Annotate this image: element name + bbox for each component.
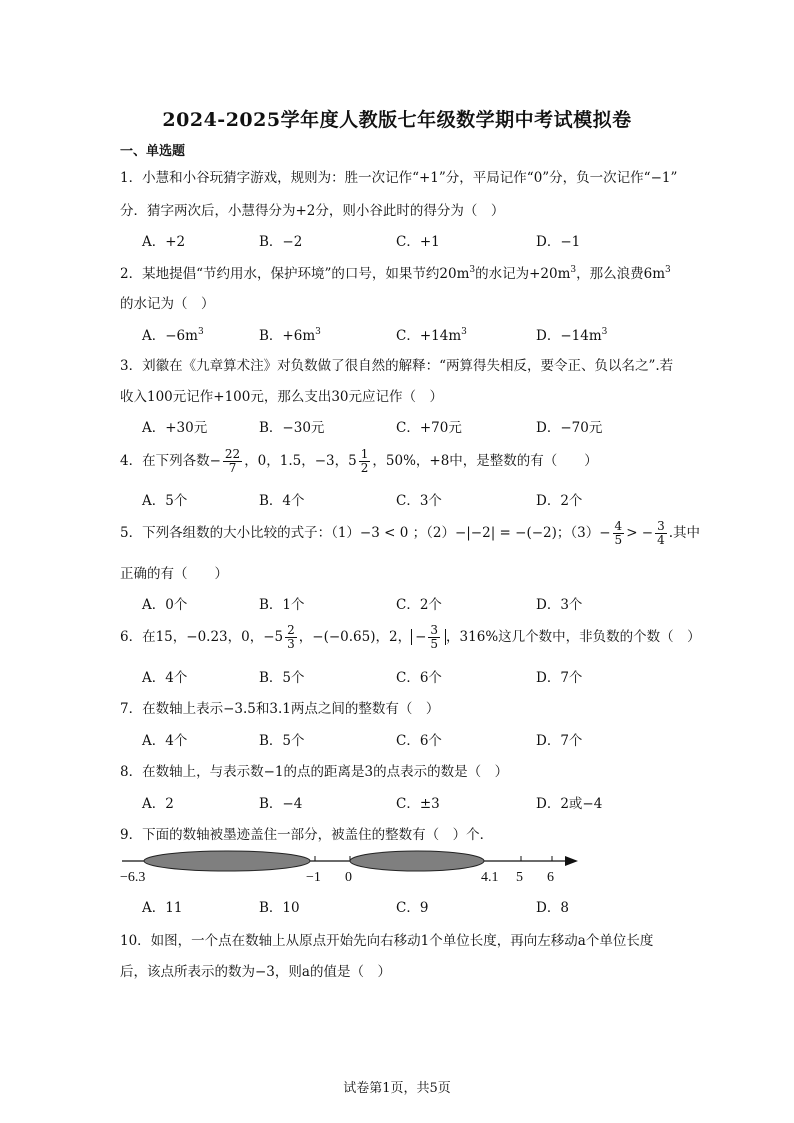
q5-mid: > − — [626, 525, 654, 541]
axis-label-4-1: 4.1 — [481, 870, 499, 885]
q6-options — [142, 666, 702, 686]
q2-sup: 3 — [469, 265, 476, 275]
q10-line2: 后，该点所表示的数为−3，则a的值是（ ） — [120, 964, 391, 980]
section-heading: 一、单选题 — [120, 144, 186, 159]
q4-option-a[interactable]: A．5个 — [142, 493, 188, 509]
q4-option-c[interactable]: C．3个 — [396, 493, 442, 509]
q6-frac1-den: 3 — [287, 637, 295, 651]
q2-option-b[interactable] — [259, 324, 321, 344]
q2-text-c: ，那么浪费6m — [576, 266, 666, 282]
q8-option-b[interactable]: B．−4 — [259, 796, 303, 812]
q2-option-d-text: D．−14m — [536, 328, 602, 344]
q9-option-c[interactable]: C．9 — [396, 900, 429, 916]
q4-fraction-22-7 — [223, 448, 242, 475]
q3-option-b[interactable]: B．−30元 — [259, 420, 325, 436]
q6-absolute-value — [411, 623, 446, 651]
q8-option-c[interactable]: C．±3 — [396, 796, 440, 812]
q5-part1: 5．下列各组数的大小比较的式子：（1）−3 < 0 ；（2）−|−2| = −(−2)；（3）− — [120, 525, 611, 541]
q4-fraction-1-2 — [359, 448, 371, 475]
q3-option-d[interactable]: D．−70元 — [536, 420, 603, 436]
axis-label-minus-1: −1 — [306, 870, 321, 885]
q9-option-d[interactable]: D．8 — [536, 900, 569, 916]
q6-frac2-num: 3 — [430, 623, 439, 637]
q6-line1 — [120, 624, 701, 651]
q6-part2: ，−(−0.65)，2， — [298, 629, 412, 645]
q2-sup: 3 — [665, 265, 671, 275]
q6-fraction-2-3 — [285, 624, 297, 651]
q4-frac2-den: 2 — [360, 461, 369, 475]
q2-text-a: 2．某地提倡“节约用水，保护环境”的口号，如果节约20m — [120, 266, 470, 282]
q2-line1 — [120, 262, 671, 282]
q2-option-b-text: B．+6m — [259, 328, 316, 344]
q5-option-d[interactable]: D．3个 — [536, 597, 583, 613]
q8-options — [142, 792, 702, 812]
q7-option-b[interactable]: B．5个 — [259, 733, 305, 749]
q2-option-c-text: C．+14m — [396, 328, 462, 344]
q7-option-d[interactable]: D．7个 — [536, 733, 583, 749]
q5-line2: 正确的有（ ） — [120, 566, 228, 582]
q5-line1 — [120, 520, 700, 547]
q5-option-a[interactable]: A．0个 — [142, 597, 188, 613]
page-footer: 试卷第1页，共5页 — [343, 1081, 451, 1096]
q6-frac1-num: 2 — [287, 623, 295, 637]
q2-sup: 3 — [315, 327, 321, 337]
q2-option-a-text: A．−6m — [142, 328, 198, 344]
q8-option-d[interactable]: D．2或−4 — [536, 796, 603, 812]
q7-option-c[interactable]: C．6个 — [396, 733, 442, 749]
q4-suffix: ，50%，+8中，是整数的有（ ） — [372, 453, 598, 469]
q2-text-b: 的水记为+20m — [475, 266, 571, 282]
q6-part1: 6．在15，−0.23，0，−5 — [120, 629, 284, 645]
axis-label-minus-6-3: −6.3 — [120, 870, 146, 885]
q1-option-b[interactable]: B．−2 — [259, 234, 303, 250]
q5-frac1-num: 4 — [614, 519, 623, 533]
q2-sup: 3 — [197, 327, 204, 337]
q2-sup: 3 — [601, 327, 608, 337]
q2-option-a[interactable] — [142, 324, 204, 344]
q4-line1 — [120, 448, 598, 475]
q5-frac2-num: 3 — [657, 519, 665, 533]
q6-option-c[interactable]: C．6个 — [396, 670, 442, 686]
q9-options — [142, 896, 702, 916]
q5-fraction-4-5 — [613, 520, 625, 547]
q7-line1: 7．在数轴上表示−3.5和3.1两点之间的整数有（ ） — [120, 701, 440, 717]
q8-line1: 8．在数轴上，与表示数−1的点的距离是3的点表示的数是（ ） — [120, 764, 509, 780]
q1-options — [142, 230, 702, 250]
ink-blot-left — [144, 851, 310, 871]
q2-sup: 3 — [570, 265, 577, 275]
q6-option-d[interactable]: D．7个 — [536, 670, 583, 686]
q2-sup: 3 — [461, 327, 467, 337]
q2-option-d[interactable] — [536, 324, 607, 344]
q1-option-c[interactable]: C．+1 — [396, 234, 440, 250]
q3-line2: 收入100元记作+100元，那么支出30元应记作（ ） — [120, 389, 444, 405]
q6-option-b[interactable]: B．5个 — [259, 670, 305, 686]
ink-blot-right — [350, 851, 484, 871]
number-line-arrow-icon — [565, 856, 578, 866]
q5-frac1-den: 5 — [614, 533, 623, 547]
q3-options — [142, 416, 702, 436]
q4-options — [142, 489, 702, 509]
page-title: 2024-2025学年度人教版七年级数学期中考试模拟卷 — [162, 109, 632, 131]
q9-option-b[interactable]: B．10 — [259, 900, 300, 916]
q7-option-a[interactable]: A．4个 — [142, 733, 188, 749]
q5-options — [142, 593, 702, 613]
q3-option-c[interactable]: C．+70元 — [396, 420, 462, 436]
axis-label-6: 6 — [547, 870, 554, 885]
q7-options — [142, 729, 702, 749]
axis-label-5: 5 — [516, 870, 523, 885]
q5-frac2-den: 4 — [657, 533, 665, 547]
q3-option-a[interactable]: A．+30元 — [142, 420, 208, 436]
number-line-figure — [110, 845, 590, 887]
q1-option-d[interactable]: D．−1 — [536, 234, 581, 250]
q4-frac1-den: 7 — [228, 461, 237, 475]
q6-fraction-3-5 — [428, 624, 440, 651]
q6-frac2-den: 5 — [430, 637, 439, 651]
q6-part3: ，316%这几个数中，非负数的个数（ ） — [446, 629, 701, 645]
q2-options — [142, 324, 702, 344]
q4-prefix: 4．在下列各数− — [120, 453, 221, 469]
q2-line2: 的水记为（ ） — [120, 296, 215, 312]
q4-frac2-num: 1 — [360, 447, 369, 461]
q10-line1: 10．如图，一个点在数轴上从原点开始先向右移动1个单位长度，再向左移动a个单位长度 — [120, 933, 654, 949]
q9-line1: 9．下面的数轴被墨迹盖住一部分，被盖住的整数有（ ）个． — [120, 827, 494, 843]
q6-abs-prefix: − — [415, 629, 427, 645]
q5-fraction-3-4 — [655, 520, 667, 547]
q1-option-a[interactable]: A．+2 — [142, 234, 186, 250]
q4-frac1-num: 22 — [224, 447, 241, 461]
q5-option-c[interactable]: C．2个 — [396, 597, 442, 613]
q8-option-a[interactable]: A．2 — [142, 796, 174, 812]
q4-option-d[interactable]: D．2个 — [536, 493, 583, 509]
q4-option-b[interactable]: B．4个 — [259, 493, 305, 509]
axis-label-0: 0 — [345, 870, 352, 885]
q9-option-a[interactable]: A．11 — [142, 900, 183, 916]
q2-option-c[interactable] — [396, 324, 467, 344]
q5-part2: .其中 — [668, 525, 701, 541]
q1-line2: 分．猜字两次后，小慧得分为+2分，则小谷此时的得分为（ ） — [120, 203, 505, 219]
q4-middle: ，0，1.5，−3，5 — [244, 453, 357, 469]
q6-option-a[interactable]: A．4个 — [142, 670, 188, 686]
q3-line1: 3．刘徽在《九章算术注》对负数做了很自然的解释：“两算得失相反，要令正、负以名之”.若 — [120, 358, 674, 374]
q5-option-b[interactable]: B．1个 — [259, 597, 305, 613]
q1-line1: 1．小慧和小谷玩猜字游戏，规则为：胜一次记作“+1”分，平局记作“0”分，负一次记作“−1” — [120, 170, 678, 186]
